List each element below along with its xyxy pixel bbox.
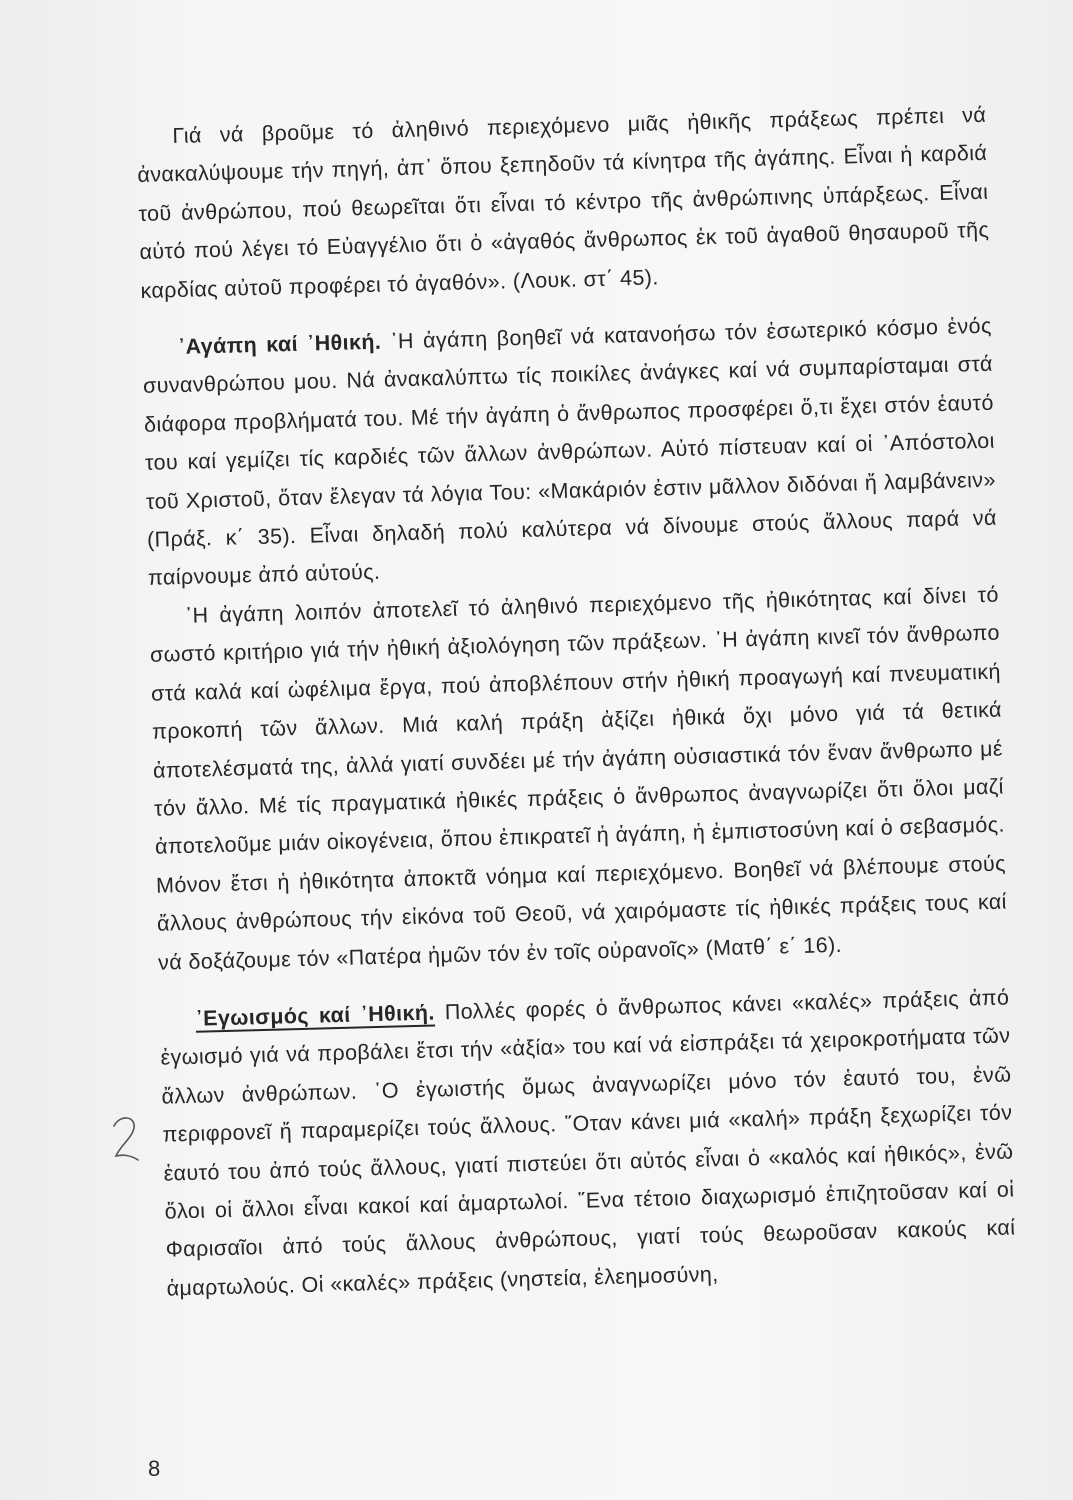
section-heading-egoism-ethics: ᾽Εγωισμός καί ᾽Ηθική. xyxy=(195,1000,436,1031)
paragraph-egoism-and-ethics xyxy=(159,978,1017,1307)
page-text-block xyxy=(136,96,1017,1308)
section-heading-love-ethics: ᾽Αγάπη καί ᾽Ηθική. xyxy=(177,329,382,360)
paragraph-love-and-ethics xyxy=(142,307,999,598)
paragraph-love-content: ᾽Η ἀγάπη λοιπόν ἀποτελεῖ τό ἀληθινό περιεχόμενο τῆς ἠθικότητας καί δίνει τό σωστό κριτήριο γιά τήν ἠθική ἀξιολόγηση τῶν πράξεων. ᾽Η ἀγάπη κινεῖ τόν ἄνθρωπο στά καλά καί ὠφέλιμα ἔργα, πού ἀποβλέπουν στήν ἠθική προαγωγή καί πνευματική προκοπή τῶν ἄλλων. Μιά καλή πράξη ἀξίζει ἠθικά ὄχι μόνο γιά τά θετικά ἀποτελέσματά της, ἀλλά γιατί συνδέει μέ τήν ἀγάπη οὐσιαστικά τόν ἕναν ἄνθρωπο μέ τόν ἄλλο. Μέ τίς πραγματικά ἠθικές πράξεις ὁ ἄνθρωπος ἀναγνωρίζει ὅτι ὅλοι μαζί ἀποτελοῦμε μιάν οἰκογένεια, ὅπου ἐπικρατεῖ ἡ ἀγάπη, ἡ ἐμπιστοσύνη καί ὁ σεβασμός. Μόνον ἔτσι ἡ ἠθικότητα ἀποκτᾶ νόημα καί περιεχόμενο. Βοηθεῖ νά βλέπουμε στούς ἄλλους ἀνθρώπους τήν εἰκόνα τοῦ Θεοῦ, νά χαιρόμαστε τίς ἠθικές πράξεις τους καί νά δοξάζουμε τόν «Πατέρα ἡμῶν τόν ἐν τοῖς οὐρανοῖς» (Ματθ΄ ε΄ 16). xyxy=(149,582,1008,975)
page-number: 8 xyxy=(148,1456,161,1481)
section-body-love-ethics: ᾽Η ἀγάπη βοηθεῖ νά κατανοήσω τόν ἐσωτερικό κόσμο ἑνός συνανθρώπου μου. Νά ἀνακαλύπτω τίς ποικίλες ἀνάγκες καί νά συμπαρίσταμαι στά διάφορα προβλήματά του. Μέ τήν ἀγάπη ὁ ἄνθρωπος προσφέρει ὅ,τι ἔχει στόν ἑαυτό του καί γεμίζει τίς καρδιές τῶν ἄλλων ἀνθρώπων. Αὐτό πίστευαν καί οἱ ᾽Απόστολοι τοῦ Χριστοῦ, ὅταν ἔλεγαν τά λόγια Του: «Μακάριόν ἐστιν μᾶλλον διδόναι ἤ λαμβάνειν» (Πράξ. κ΄ 35). Εἶναι δηλαδή πολύ καλύτερα νά δίνουμε στούς ἄλλους παρά νά παίρνουμε ἀπό αὐτούς. xyxy=(142,313,998,591)
handwritten-margin-mark xyxy=(106,1112,146,1172)
paragraph-intro: Γιά νά βροῦμε τό ἀληθινό περιεχόμενο μιᾶς ἠθικῆς πράξεως πρέπει νά ἀνακαλύψουμε τήν πηγή, ἀπ᾽ ὅπου ξεπηδοῦν τά κίνητρα τῆς ἀγάπης. Εἶναι ἡ καρδιά τοῦ ἀνθρώπου, πού θεωρεῖται ὅτι εἶναι τό κέντρο τῆς ἀνθρώπινης ὑπάρξεως. Εἶναι αὐτό πού λέγει τό Εὐαγγέλιο ὅτι ὁ «ἀγαθός ἄνθρωπος ἐκ τοῦ ἀγαθοῦ θησαυροῦ τῆς καρδίας αὐτοῦ προφέρει τό ἀγαθόν». (Λουκ. στ΄ 45). xyxy=(137,102,990,303)
section-body-egoism-ethics: Πολλές φορές ὁ ἄνθρωπος κάνει «καλές» πράξεις ἀπό ἐγωισμό γιά νά προβάλει ἔτσι τήν «ἀξία» του καί νά εἰσπράξει τά χειροκροτήματα τῶν ἄλλων ἀνθρώπων. ῾Ο ἐγωιστής ὅμως ἀναγνωρίζει μόνο τόν ἑαυτό του, ἐνῶ περιφρονεῖ ἤ παραμερίζει τούς ἄλλους. ῞Οταν κάνει μιά «καλή» πράξη ξεχωρίζει τόν ἑαυτό του ἀπό τούς ἄλλους, γιατί πιστεύει ὅτι αὐτός εἶναι ὁ «καλός καί ἠθικός», ἐνῶ ὅλοι οἱ ἄλλοι εἶναι κακοί καί ἁμαρτωλοί. ῞Ενα τέτοιο διαχωρισμό ἐπιζητοῦσαν καί οἱ Φαρισαῖοι ἀπό τούς ἄλλους ἀνθρώπους, γιατί τούς θεωροῦσαν κακούς καί ἁμαρτωλούς. Οἱ «καλές» πράξεις (νηστεία, ἐλεημοσύνη, xyxy=(160,985,1016,1301)
